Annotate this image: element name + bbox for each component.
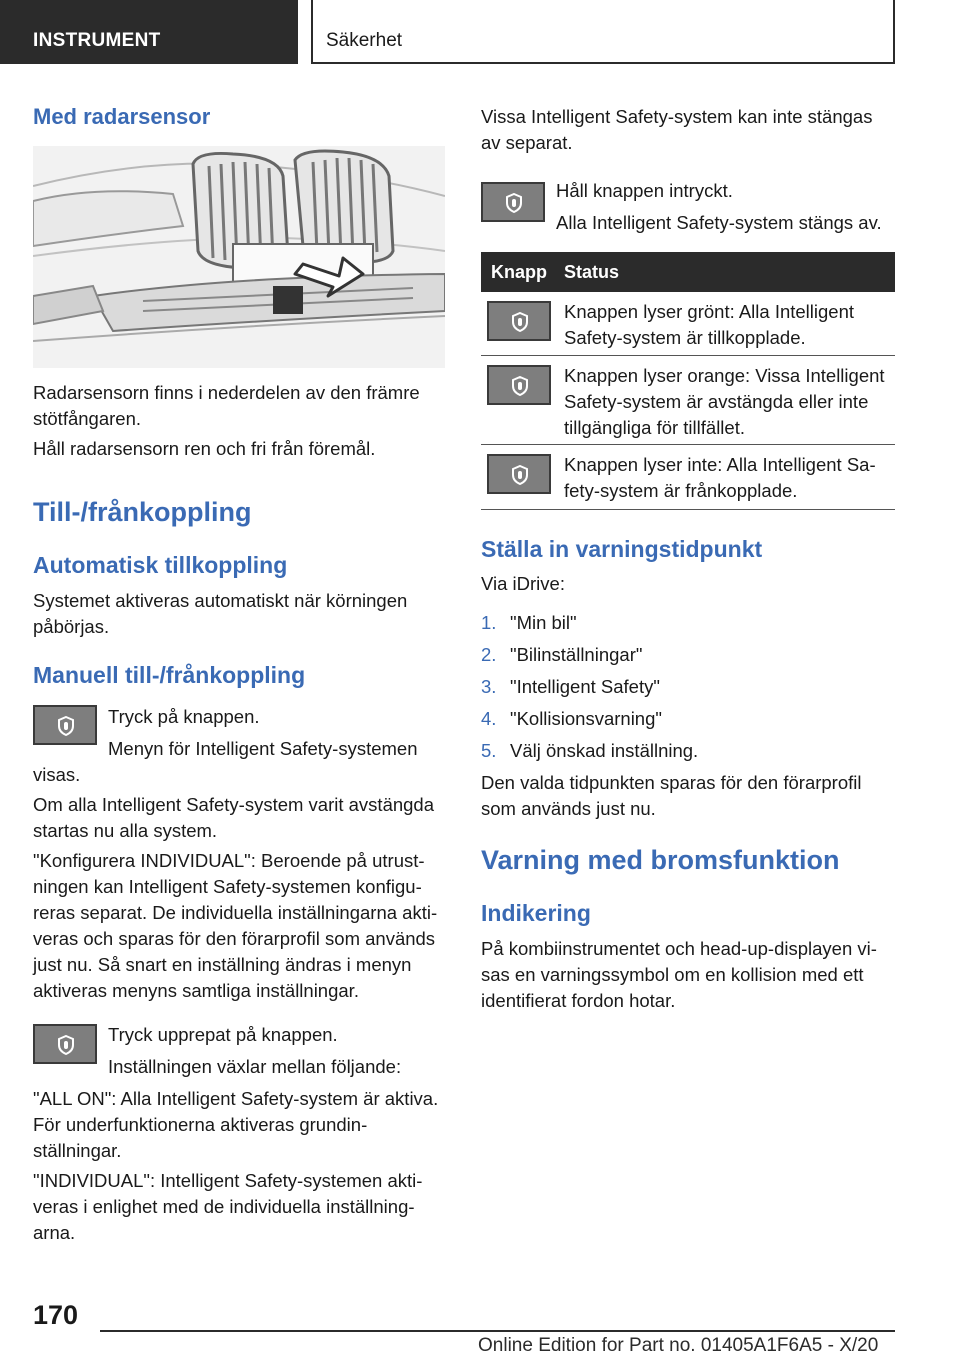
press-button-text: Tryck på knappen. (108, 706, 260, 727)
status-table-header (481, 252, 895, 292)
list-number: 3. (481, 676, 497, 697)
car-front-illustration (33, 146, 445, 368)
table-col-knapp: Knapp (491, 262, 547, 282)
switch-text: Inställningen växlar mellan följande: (108, 1056, 402, 1077)
table-row: Knappen lyser orange: Vissa Intelligent Safety-system är avstängda eller inte tillgängliga för tillfället. (564, 365, 885, 438)
all-off-paragraph: Om alla Intelligent Safety-system varit avstängda startas nu alla system. (33, 794, 435, 841)
chapter-title: INSTRUMENT (33, 30, 161, 51)
indikering-paragraph: På kombiinstrumentet och head-up-displayen visas en varningssymbol om en kollision med ett identifierat fordon hotar. (481, 938, 877, 1011)
chapter-tab (0, 0, 298, 64)
table-row: Knappen lyser inte: Alla Intelligent Safety-system är frånkopplade. (564, 454, 876, 501)
menu-text-b: visas. (33, 764, 81, 785)
heading-automatic: Automatisk tillkoppling (33, 552, 288, 578)
intro-paragraph: Vissa Intelligent Safety-system kan inte stängas av separat. (481, 106, 873, 153)
list-item: Välj önskad inställning. (510, 740, 699, 761)
safety-button-icon (481, 182, 545, 222)
heading-indikering: Indikering (481, 900, 591, 926)
edition-text: Online Edition for Part no. 01405A1F6A5 - X/20 (478, 1335, 879, 1356)
list-item: "Intelligent Safety" (510, 676, 660, 697)
page-number: 170 (33, 1300, 79, 1330)
individual-paragraph: "INDIVIDUAL": Intelligent Safety-systemen aktiveras i enlighet med de individuella inställningarna. (33, 1170, 423, 1243)
section-tab (311, 0, 895, 64)
table-divider (481, 355, 895, 356)
heading-brake-warning: Varning med bromsfunktion (481, 845, 840, 875)
safety-button-icon (487, 454, 551, 494)
press-repeat-text: Tryck upprepat på knappen. (108, 1024, 338, 1045)
table-divider (481, 509, 895, 510)
table-row: Knappen lyser grönt: Alla Intelligent Safety-system är tillkopplade. (564, 301, 855, 348)
table-divider (481, 444, 895, 445)
via-idrive: Via iDrive: (481, 573, 565, 594)
list-item: "Kollisionsvarning" (510, 708, 662, 729)
heading-warning-time: Ställa in varningstidpunkt (481, 536, 763, 562)
list-number: 4. (481, 708, 497, 729)
list-number: 1. (481, 612, 497, 633)
heading-till-fran: Till-/frånkoppling (33, 497, 252, 527)
menu-text-a: Menyn för Intelligent Safety-systemen (108, 738, 418, 759)
safety-button-icon (487, 365, 551, 405)
safety-button-icon (33, 705, 97, 745)
radar-paragraph-1: Radarsensorn finns i nederdelen av den främre stötfångaren. (33, 382, 420, 429)
hold-button-text: Håll knappen intryckt. (556, 180, 733, 201)
allon-paragraph: "ALL ON": Alla Intelligent Safety-system är aktiva. För underfunktionerna aktiveras grundinställningar. (33, 1088, 439, 1161)
heading-radar: Med radarsensor (33, 104, 211, 129)
table-col-status: Status (564, 262, 620, 282)
radar-paragraph-2: Håll radarsensorn ren och fri från föremål. (33, 438, 376, 459)
footer-divider (100, 1330, 895, 1332)
konfig-paragraph: "Konfigurera INDIVIDUAL": Beroende på utrustningen kan Intelligent Safety-systemen konfigureras separat. De individuella inställningarna aktiveras och sparas för den förarprofil som används just nu. Så snart en inställning ändras i menyn aktiveras menyns samtliga inställningar. (33, 850, 438, 1001)
heading-manual: Manuell till-/frånkoppling (33, 662, 306, 688)
auto-paragraph: Systemet aktiveras automatiskt när körningen påbörjas. (33, 590, 408, 637)
list-number: 5. (481, 740, 497, 761)
list-number: 2. (481, 644, 497, 665)
safety-button-icon (33, 1024, 97, 1064)
saved-paragraph: Den valda tidpunkten sparas för den förarprofil som används just nu. (481, 772, 862, 819)
safety-button-icon (487, 301, 551, 341)
section-title: Säkerhet (326, 30, 403, 51)
hold-result-text: Alla Intelligent Safety-system stängs av. (556, 212, 882, 233)
radar-sensor-image (33, 146, 445, 368)
list-item: "Bilinställningar" (510, 644, 643, 665)
list-item: "Min bil" (510, 612, 577, 633)
